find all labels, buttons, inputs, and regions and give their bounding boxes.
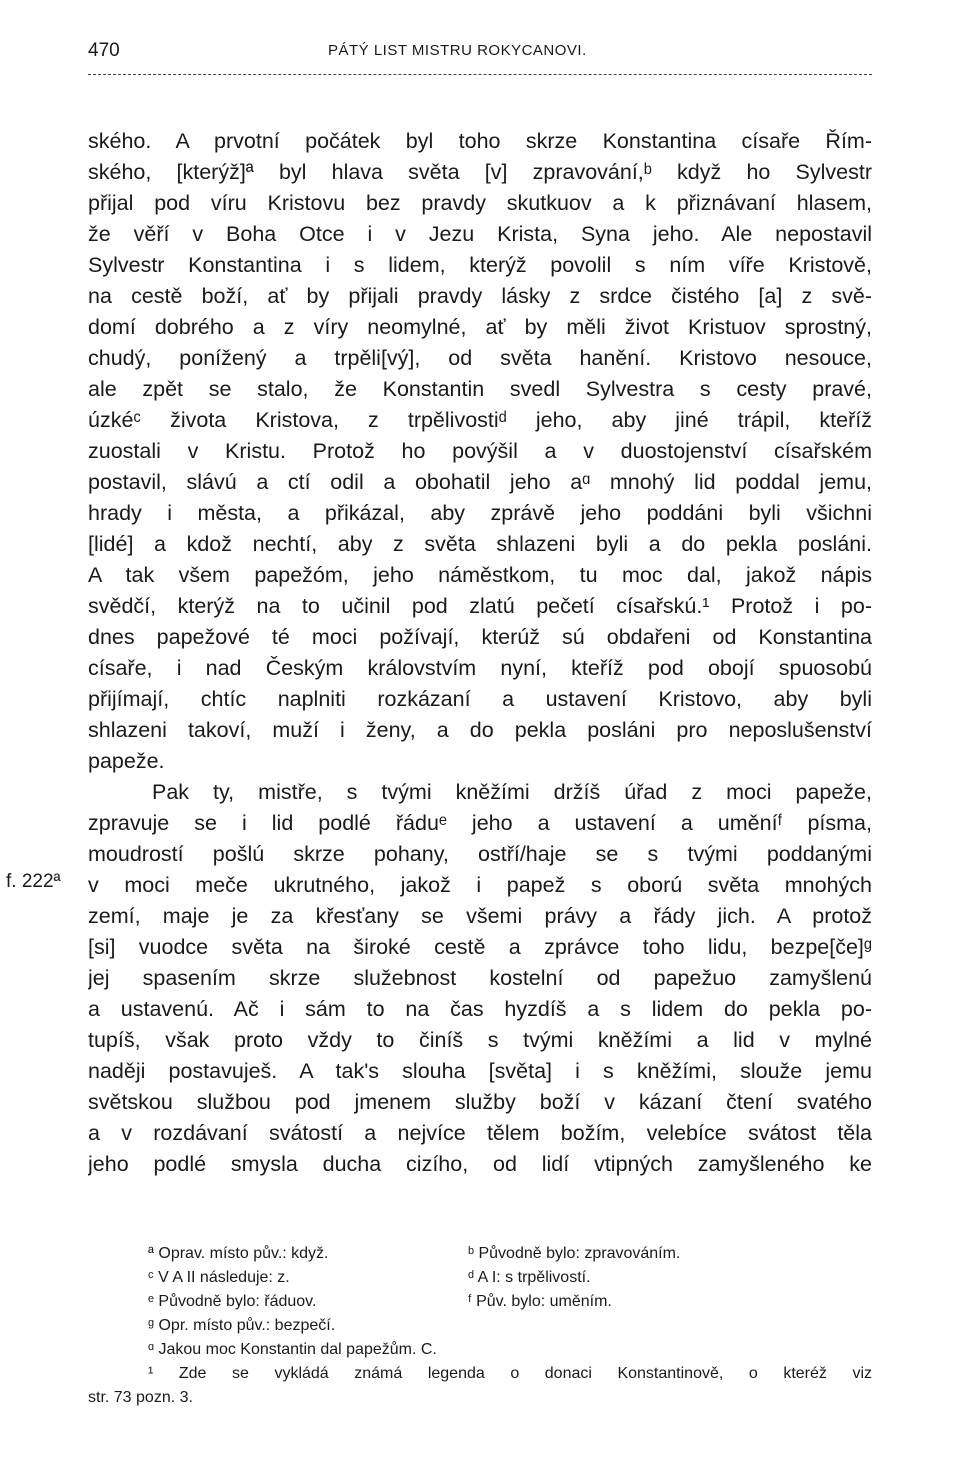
- text-line: světskou službou pod jmenem služby boží v kázaní čtení svatého: [88, 1090, 872, 1114]
- text-line: svědčí, kterýž na to učinil pod zlatú pečetí císařskú.¹ Protož i po-: [88, 594, 872, 618]
- text-line: zemí, maje je za křesťany se všemi právy a řády jich. A protož: [88, 904, 872, 928]
- text-line: a ustavenú. Ač i sám to na čas hyzdíš a s lidem do pekla po-: [88, 997, 872, 1021]
- text-line: jej spasením skrze služebnost kostelní od papežuo zamyšlenú: [88, 966, 872, 990]
- footnote-e: ᵉ Původně bylo: řáduov.: [148, 1293, 317, 1310]
- footnote-alpha: ᵅ Jakou moc Konstantin dal papežům. C.: [148, 1341, 437, 1358]
- header-rule: [88, 74, 872, 75]
- footnote-b: ᵇ Původně bylo: zpravováním.: [468, 1245, 681, 1262]
- text-line: ského, [kterýž]ª byl hlava světa [v] zpravování,ᵇ když ho Sylvestr: [88, 160, 872, 184]
- text-line: dnes papežové té moci požívají, kterúž sú obdařeni od Konstantina: [88, 625, 872, 649]
- footnote-f: ᶠ Pův. bylo: uměním.: [468, 1293, 612, 1310]
- text-line: naději postavuješ. A tak's slouha [světa] i s kněžími, slouže jemu: [88, 1059, 872, 1083]
- footnote-d: ᵈ A I: s trpělivostí.: [468, 1269, 591, 1286]
- text-line: jeho podlé smysla ducha cizího, od lidí vtipných zamyšleného ke: [88, 1152, 872, 1176]
- text-line: úzkéᶜ života Kristova, z trpělivostiᵈ jeho, aby jiné trápil, kteříž: [88, 408, 872, 432]
- text-line: moudrostí pošlú skrze pohany, ostří/haje se s tvými poddanými: [88, 842, 872, 866]
- page-header: [88, 40, 872, 70]
- text-line: tupíš, však proto vždy to činíš s tvými kněžími a lid v mylné: [88, 1028, 872, 1052]
- footnote-1: ¹ Zde se vykládá známá legenda o donaci Konstantinově, o kteréž viz: [148, 1365, 872, 1382]
- text-line: chudý, ponížený a trpěli[vý], od světa hanění. Kristovo nesouce,: [88, 346, 872, 370]
- text-line: ského. A prvotní počátek byl toho skrze Konstantina císaře Řím-: [88, 129, 872, 153]
- text-line: postavil, slávú a ctí odil a obohatil jeho aᵅ mnohý lid poddal jemu,: [88, 470, 872, 494]
- text-line: papeže.: [88, 749, 165, 773]
- text-line: domí dobrého a z víry neomylné, ať by měli život Kristuov sprostný,: [88, 315, 872, 339]
- footnote-g: ᵍ Opr. místo pův.: bezpečí.: [148, 1317, 336, 1334]
- footnote-a: ª Oprav. místo pův.: když.: [148, 1245, 329, 1262]
- page-number: 470: [88, 40, 120, 61]
- text-line: [si] vuodce světa na široké cestě a zprávce toho lidu, bezpe[če]ᵍ: [88, 935, 872, 959]
- text-line: přijímají, chtíc naplniti rozkázaní a ustavení Kristovo, aby byli: [88, 687, 872, 711]
- footnotes: [88, 1242, 872, 1410]
- text-line: že věří v Boha Otce i v Jezu Krista, Syna jeho. Ale nepostavil: [88, 222, 872, 246]
- text-line: Pak ty, mistře, s tvými kněžími držíš úřad z moci papeže,: [152, 780, 872, 804]
- text-line: a v rozdávaní svátostí a nejvíce tělem božím, velebíce svátost těla: [88, 1121, 872, 1145]
- text-line: císaře, i nad Českým královstvím nyní, kteříž pod obojí spuosobú: [88, 656, 872, 680]
- text-line: hrady i města, a přikázal, aby zprávě jeho poddáni byli všichni: [88, 501, 872, 525]
- text-line: na cestě boží, ať by přijali pravdy lásky z srdce čistého [a] z svě-: [88, 284, 872, 308]
- text-line: zuostali v Kristu. Protož ho povýšil a v duostojenství císařském: [88, 439, 872, 463]
- text-line: ale zpět se stalo, že Konstantin svedl Sylvestra s cesty pravé,: [88, 377, 872, 401]
- text-line: A tak všem papežóm, jeho náměstkom, tu moc dal, jakož nápis: [88, 563, 872, 587]
- text-line: Sylvestr Konstantina i s lidem, kterýž povolil s ním víře Kristově,: [88, 253, 872, 277]
- text-line: [lidé] a kdož nechtí, aby z světa shlazeni byli a do pekla posláni.: [88, 532, 872, 556]
- footnote-1-continued: str. 73 pozn. 3.: [88, 1389, 193, 1406]
- footnote-c: ᶜ V A II následuje: z.: [148, 1269, 290, 1286]
- text-line: přijal pod víru Kristovu bez pravdy skutkuov a k přiznávaní hlasem,: [88, 191, 872, 215]
- margin-folio-note: f. 222ª: [6, 871, 61, 892]
- text-line: shlazeni takoví, muží i ženy, a do pekla posláni pro neposlušenství: [88, 718, 872, 742]
- text-line: zpravuje se i lid podlé řáduᵉ jeho a ustavení a uměníᶠ písma,: [88, 811, 872, 835]
- body-text: [88, 126, 872, 1180]
- running-title: PÁTÝ LIST MISTRU ROKYCANOVI.: [328, 42, 587, 59]
- text-line: v moci meče ukrutného, jakož i papež s oború světa mnohých: [88, 873, 872, 897]
